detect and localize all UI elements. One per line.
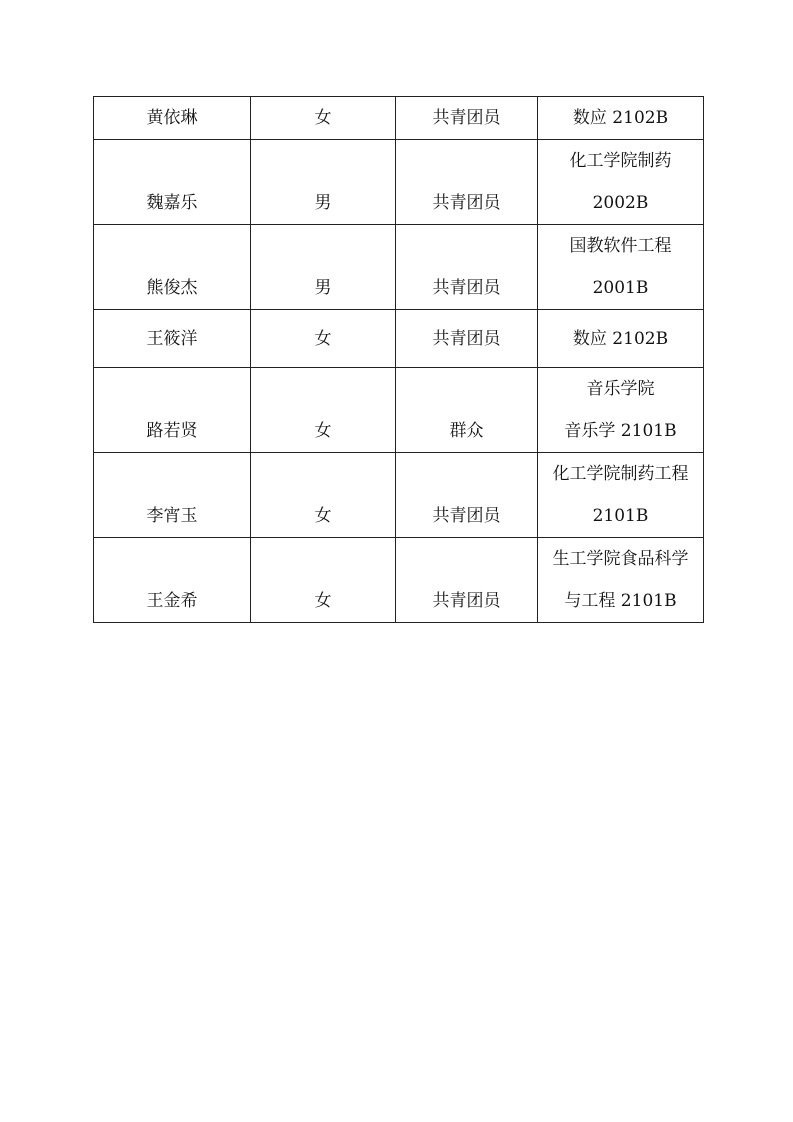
class-cell xyxy=(538,368,704,453)
class-line: 2001B xyxy=(592,278,649,298)
class-cell xyxy=(538,97,704,140)
table-row xyxy=(94,97,704,140)
class-line: 数应 2102B xyxy=(572,328,669,349)
class-cell xyxy=(538,140,704,225)
political-status-cell: 共青团员 xyxy=(396,310,538,368)
class-cell xyxy=(538,453,704,538)
gender-cell: 女 xyxy=(251,310,396,368)
name-cell: 黄依琳 xyxy=(94,97,251,140)
name-cell: 李宵玉 xyxy=(94,453,251,538)
gender-cell: 女 xyxy=(251,368,396,453)
table-row xyxy=(94,538,704,623)
class-line: 与工程 2101B xyxy=(564,591,677,611)
table-row xyxy=(94,225,704,310)
name-cell: 王筱洋 xyxy=(94,310,251,368)
class-cell xyxy=(538,538,704,623)
name-cell: 魏嘉乐 xyxy=(94,140,251,225)
table-row xyxy=(94,453,704,538)
political-status-cell: 共青团员 xyxy=(396,140,538,225)
class-line: 国教软件工程 xyxy=(569,236,672,256)
name-cell: 熊俊杰 xyxy=(94,225,251,310)
table-row xyxy=(94,368,704,453)
class-line: 2002B xyxy=(592,193,649,213)
political-status-cell: 共青团员 xyxy=(396,538,538,623)
gender-cell: 男 xyxy=(251,225,396,310)
gender-cell: 女 xyxy=(251,97,396,140)
class-cell xyxy=(538,225,704,310)
political-status-cell: 共青团员 xyxy=(396,97,538,140)
gender-cell: 女 xyxy=(251,453,396,538)
table-row xyxy=(94,310,704,368)
political-status-cell: 共青团员 xyxy=(396,453,538,538)
student-roster-table xyxy=(93,96,704,623)
class-line: 2101B xyxy=(592,506,649,526)
table-row xyxy=(94,140,704,225)
class-line: 化工学院制药 xyxy=(569,151,672,171)
political-status-cell: 共青团员 xyxy=(396,225,538,310)
class-line: 数应 2102B xyxy=(572,108,669,128)
class-line: 化工学院制药工程 xyxy=(552,464,689,484)
name-cell: 王金希 xyxy=(94,538,251,623)
name-cell: 路若贤 xyxy=(94,368,251,453)
class-line: 生工学院食品科学 xyxy=(552,549,689,569)
class-line: 音乐学院 xyxy=(586,379,655,399)
class-line: 音乐学 2101B xyxy=(564,421,677,441)
class-cell xyxy=(538,310,704,368)
gender-cell: 男 xyxy=(251,140,396,225)
gender-cell: 女 xyxy=(251,538,396,623)
political-status-cell: 群众 xyxy=(396,368,538,453)
